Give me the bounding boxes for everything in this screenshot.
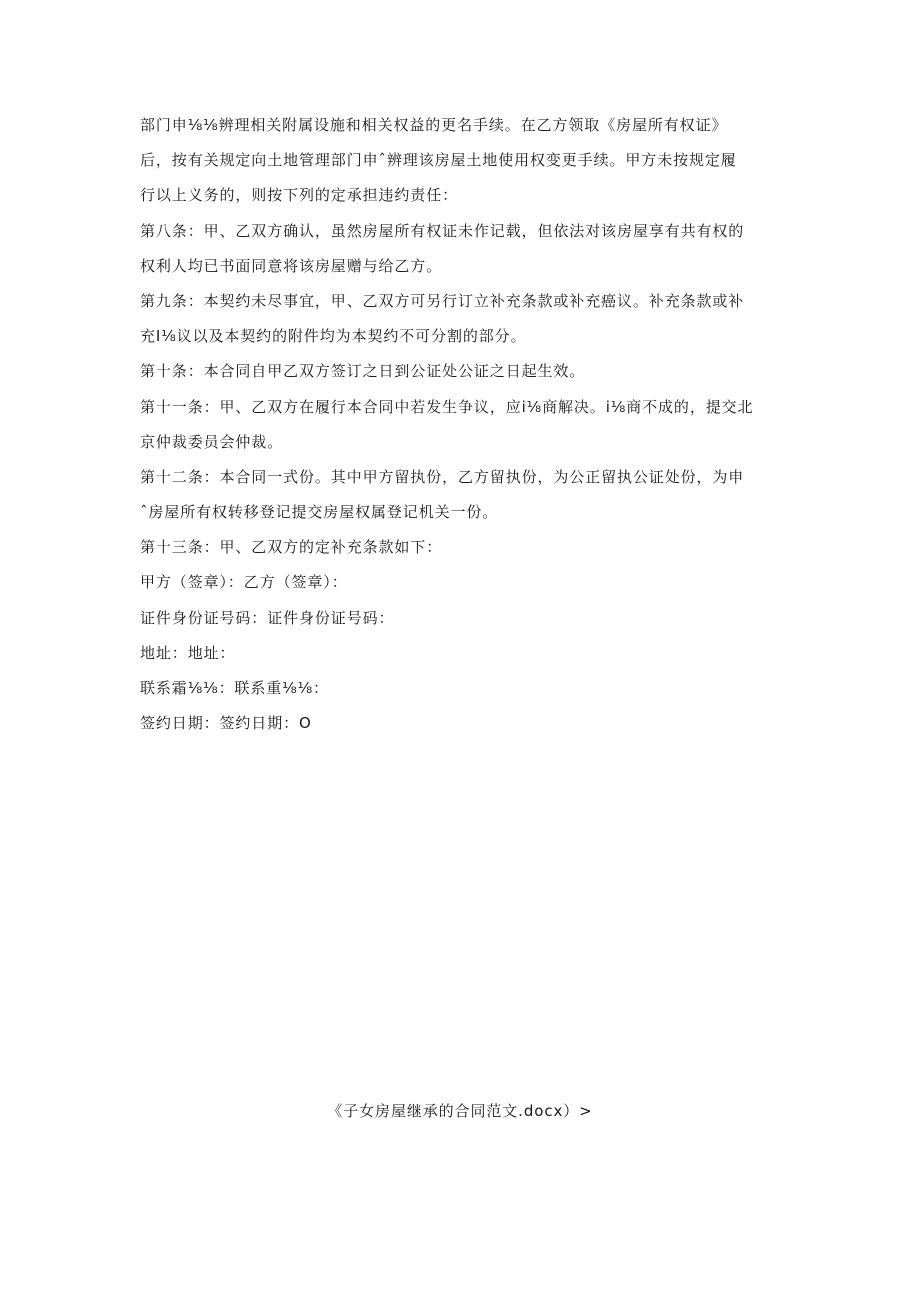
text-line: 第十二条：本合同一式份。其中甲方留执份，乙方留执份，为公正留执公证处份，为申 bbox=[140, 467, 745, 486]
document-footer-filename: 《子女房屋继承的合同范文.docx）> bbox=[327, 1102, 593, 1120]
signature-party-line: 甲方（签章）：乙方（签章）： bbox=[140, 573, 348, 592]
text-line: 第十条：本合同自甲乙双方签订之日到公证处公证之日起生效。 bbox=[140, 362, 586, 381]
text-line: 第九条：本契约未尽事宜，甲、乙双方可另行订立补充条款或补充癌议。补充条款或补 bbox=[140, 291, 745, 310]
contact-phone-line: 联系霜⅛⅛：联系重⅛⅛： bbox=[140, 679, 329, 697]
text-line: 第十一条：甲、乙双方在履行本合同中若发生争议，应i⅛商解决。i⅛商不成的，提交北 bbox=[140, 397, 754, 416]
address-line: 地址：地址： bbox=[140, 643, 236, 662]
text-line: 充I⅛议以及本契约的附件均为本契约不可分割的部分。 bbox=[140, 327, 527, 346]
text-line: 行以上义务的，则按下列的定承担违约责任： bbox=[140, 186, 459, 205]
text-line: ˆ房屋所有权转移登记提交房屋权属登记机关一份。 bbox=[140, 503, 499, 522]
text-line: 第八条：甲、乙双方确认，虽然房屋所有权证未作记载，但依法对该房屋享有共有权的 bbox=[140, 221, 745, 240]
sign-date-line: 签约日期：签约日期：O bbox=[140, 714, 312, 733]
text-line: 后，按有关规定向土地管理部门申ˆ辨理该房屋土地使用权变更手续。甲方未按规定履 bbox=[140, 151, 737, 170]
text-line: 第十三条：甲、乙双方的定补充条款如下： bbox=[140, 538, 443, 557]
text-line: 京仲裁委员会仲裁。 bbox=[140, 432, 284, 451]
id-number-line: 证件身份证号码：证件身份证号码： bbox=[140, 608, 395, 627]
text-line: 权利人均已书面同意将该房屋赠与给乙方。 bbox=[140, 256, 443, 275]
text-line: 部门申⅛⅛辨理相关附属设施和相关权益的更名手续。在乙方领取《房屋所有权证》 bbox=[140, 116, 728, 134]
document-body bbox=[140, 116, 785, 749]
